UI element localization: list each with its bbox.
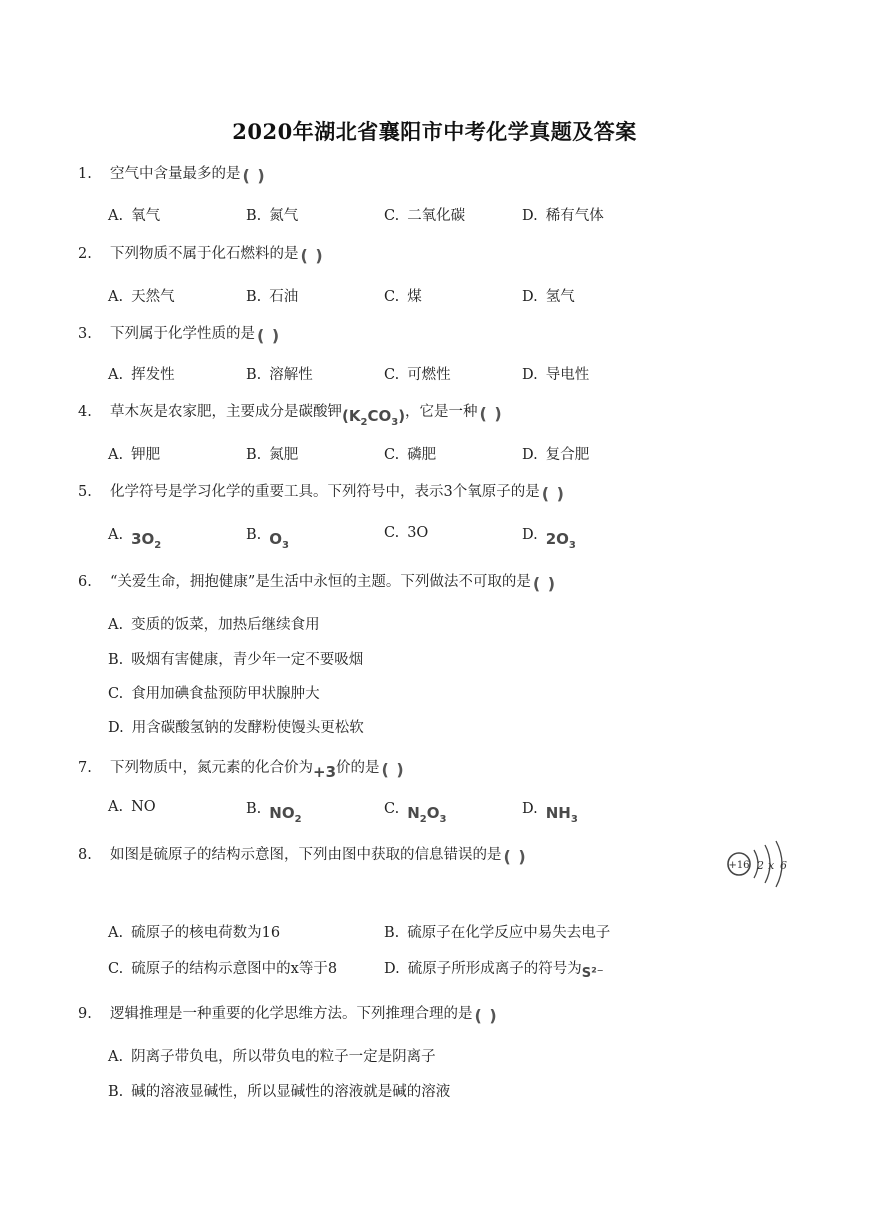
option-text: 挥发性 bbox=[131, 367, 175, 383]
formula-co-sub: 3 bbox=[391, 417, 399, 428]
option-text: 硫原子所形成离子的符号为 bbox=[407, 961, 582, 977]
formula bbox=[545, 804, 578, 825]
option-text: 溶解性 bbox=[269, 367, 313, 383]
formula-co: CO bbox=[367, 407, 392, 425]
sulfide-ion: S²⁻ bbox=[581, 966, 604, 981]
formula-sub: 2 bbox=[154, 540, 162, 551]
option-5a[interactable] bbox=[108, 525, 162, 551]
question-4 bbox=[78, 400, 503, 428]
option-label: C. bbox=[384, 208, 400, 224]
question-text-after: ，它是一种 bbox=[405, 404, 478, 420]
question-number: 3. bbox=[78, 326, 92, 342]
option-text: 氢气 bbox=[545, 289, 575, 305]
option-2c[interactable] bbox=[384, 285, 422, 306]
answer-paren: ( ) bbox=[541, 484, 565, 503]
formula-open: ( bbox=[342, 407, 349, 425]
option-9a[interactable] bbox=[108, 1045, 436, 1066]
answer-paren: ( ) bbox=[532, 574, 557, 593]
formula-k-sub: 2 bbox=[360, 417, 368, 428]
option-text: 磷肥 bbox=[407, 447, 437, 463]
option-4d[interactable] bbox=[522, 443, 589, 464]
option-label: D. bbox=[522, 208, 538, 224]
option-label: A. bbox=[108, 527, 124, 543]
option-text: NO bbox=[131, 799, 156, 815]
option-label: C. bbox=[384, 367, 400, 383]
option-label: B. bbox=[246, 289, 262, 305]
option-label: A. bbox=[108, 925, 124, 941]
question-number: 1. bbox=[78, 166, 92, 182]
question-text: 下列物质中，氮元素的化合价为 bbox=[110, 760, 313, 776]
option-5d[interactable] bbox=[522, 525, 576, 551]
answer-paren: ( ) bbox=[503, 847, 527, 866]
answer-paren: ( ) bbox=[242, 166, 266, 185]
question-3 bbox=[78, 322, 280, 343]
option-label: B. bbox=[384, 925, 400, 941]
formula-o: O bbox=[426, 804, 440, 822]
option-label: D. bbox=[522, 289, 538, 305]
nucleus-charge: +16 bbox=[728, 860, 750, 871]
shell-3-count: 6 bbox=[780, 859, 787, 872]
option-text: 稀有气体 bbox=[545, 208, 604, 224]
option-4a[interactable] bbox=[108, 443, 160, 464]
formula-sub: 3 bbox=[282, 540, 289, 551]
formula bbox=[269, 804, 302, 825]
option-text: 复合肥 bbox=[545, 447, 590, 463]
option-3b[interactable] bbox=[246, 363, 313, 384]
option-3d[interactable] bbox=[522, 363, 589, 384]
question-number: 8. bbox=[78, 847, 92, 863]
formula-main: 2O bbox=[545, 530, 569, 548]
formula bbox=[545, 530, 576, 551]
option-label: A. bbox=[108, 617, 124, 633]
option-2b[interactable] bbox=[246, 285, 298, 306]
option-text: 吸烟有害健康，青少年一定不要吸烟 bbox=[131, 652, 364, 668]
option-label: A. bbox=[108, 447, 124, 463]
option-7a[interactable] bbox=[108, 799, 156, 815]
option-label: A. bbox=[108, 1049, 124, 1065]
answer-paren: ( ) bbox=[381, 760, 405, 779]
question-1 bbox=[78, 162, 266, 183]
shell-2-count: x bbox=[768, 859, 775, 872]
option-label: C. bbox=[108, 686, 124, 702]
sulfur-atom-diagram bbox=[722, 836, 792, 892]
option-text: 导电性 bbox=[545, 367, 590, 383]
question-text: 空气中含量最多的是 bbox=[110, 166, 241, 182]
option-6b[interactable] bbox=[108, 648, 363, 669]
formula-main: NH bbox=[545, 804, 571, 822]
formula-main: O bbox=[269, 530, 283, 548]
option-text: 用含碳酸氢钠的发酵粉使馒头更松软 bbox=[131, 720, 364, 736]
option-text: 石油 bbox=[269, 289, 299, 305]
question-text-after: 价的是 bbox=[336, 760, 380, 776]
option-label: A. bbox=[108, 289, 124, 305]
option-8a[interactable] bbox=[108, 921, 280, 942]
formula-sub: 3 bbox=[568, 540, 576, 551]
option-text: 3O bbox=[407, 525, 429, 541]
option-6a[interactable] bbox=[108, 613, 320, 634]
question-text: 下列物质不属于化石燃料的是 bbox=[110, 246, 299, 262]
valence-value: +3 bbox=[313, 763, 337, 781]
option-5c[interactable] bbox=[384, 525, 428, 541]
question-number: 4. bbox=[78, 404, 92, 420]
formula bbox=[269, 530, 289, 551]
shell-1-count: 2 bbox=[757, 859, 764, 872]
option-6c[interactable] bbox=[108, 682, 320, 703]
option-text: 煤 bbox=[407, 289, 422, 305]
question-8 bbox=[78, 843, 527, 864]
question-text: 如图是硫原子的结构示意图，下列由图中获取的信息错误的是 bbox=[110, 847, 502, 863]
option-label: A. bbox=[108, 799, 124, 815]
option-text: 天然气 bbox=[131, 289, 175, 305]
option-label: D. bbox=[384, 961, 400, 977]
option-text: 可燃性 bbox=[407, 367, 451, 383]
option-text: 变质的饭菜，加热后继续食用 bbox=[131, 617, 320, 633]
formula bbox=[131, 530, 162, 551]
option-2d[interactable] bbox=[522, 285, 575, 306]
option-text: 食用加碘食盐预防甲状腺肿大 bbox=[131, 686, 320, 702]
option-text: 钾肥 bbox=[131, 447, 161, 463]
formula-main: 3O bbox=[131, 530, 155, 548]
formula-close: ) bbox=[398, 407, 406, 425]
option-label: A. bbox=[108, 367, 124, 383]
question-text: “关爱生命，拥抱健康”是生活中永恒的主题。下列做法不可取的是 bbox=[110, 574, 531, 590]
option-label: D. bbox=[522, 527, 538, 543]
option-label: D. bbox=[522, 367, 538, 383]
option-label: C. bbox=[384, 447, 400, 463]
option-label: B. bbox=[246, 367, 262, 383]
option-3c[interactable] bbox=[384, 363, 451, 384]
option-7c[interactable] bbox=[384, 799, 447, 825]
option-8c[interactable] bbox=[108, 957, 337, 978]
option-label: B. bbox=[246, 527, 262, 543]
formula-k: K bbox=[348, 407, 361, 425]
answer-paren: ( ) bbox=[257, 326, 281, 345]
option-label: C. bbox=[384, 289, 400, 305]
option-text: 硫原子的结构示意图中的x等于8 bbox=[131, 961, 338, 977]
option-1d[interactable] bbox=[522, 204, 604, 225]
option-text: 碱的溶液显碱性，所以显碱性的溶液就是碱的溶液 bbox=[131, 1084, 451, 1100]
option-label: C. bbox=[384, 801, 400, 817]
option-1b[interactable] bbox=[246, 204, 298, 225]
question-5 bbox=[78, 480, 565, 501]
option-text: 阴离子带负电，所以带负电的粒子一定是阴离子 bbox=[131, 1049, 436, 1065]
option-label: D. bbox=[522, 447, 538, 463]
question-7 bbox=[78, 756, 405, 781]
question-number: 5. bbox=[78, 484, 92, 500]
option-7d[interactable] bbox=[522, 799, 578, 825]
question-number: 7. bbox=[78, 760, 92, 776]
option-text: 氮肥 bbox=[269, 447, 299, 463]
option-4b[interactable] bbox=[246, 443, 298, 464]
question-number: 2. bbox=[78, 246, 92, 262]
option-9b[interactable] bbox=[108, 1080, 450, 1101]
option-label: B. bbox=[246, 208, 262, 224]
formula-main: NO bbox=[269, 804, 295, 822]
formula-sub: 3 bbox=[570, 814, 578, 825]
option-label: D. bbox=[522, 801, 538, 817]
option-label: B. bbox=[108, 652, 124, 668]
option-text: 硫原子的核电荷数为16 bbox=[131, 925, 281, 941]
question-number: 6. bbox=[78, 574, 92, 590]
answer-paren: ( ) bbox=[479, 404, 503, 423]
option-8d[interactable] bbox=[384, 957, 604, 981]
question-text: 逻辑推理是一种重要的化学思维方法。下列推理合理的是 bbox=[110, 1006, 473, 1022]
question-text: 化学符号是学习化学的重要工具。下列符号中，表示3个氧原子的是 bbox=[110, 484, 540, 500]
option-7b[interactable] bbox=[246, 799, 302, 825]
question-number: 9. bbox=[78, 1006, 92, 1022]
formula-o-sub: 3 bbox=[439, 814, 447, 825]
option-label: B. bbox=[246, 801, 262, 817]
option-2a[interactable] bbox=[108, 285, 175, 306]
option-3a[interactable] bbox=[108, 363, 175, 384]
question-text: 下列属于化学性质的是 bbox=[110, 326, 255, 342]
option-5b[interactable] bbox=[246, 525, 289, 551]
option-text: 硫原子在化学反应中易失去电子 bbox=[407, 925, 611, 941]
question-6 bbox=[78, 570, 556, 591]
option-label: D. bbox=[108, 720, 124, 736]
option-label: C. bbox=[108, 961, 124, 977]
option-label: B. bbox=[108, 1084, 124, 1100]
answer-paren: ( ) bbox=[300, 246, 324, 265]
formula-n: N bbox=[407, 804, 420, 822]
option-1a[interactable] bbox=[108, 204, 160, 225]
formula-sub: 2 bbox=[294, 814, 302, 825]
option-text: 二氧化碳 bbox=[407, 208, 466, 224]
formula bbox=[407, 804, 447, 825]
formula-n-sub: 2 bbox=[419, 814, 427, 825]
option-text: 氮气 bbox=[269, 208, 299, 224]
question-9 bbox=[78, 1002, 498, 1023]
option-label: A. bbox=[108, 208, 124, 224]
option-label: C. bbox=[384, 525, 400, 541]
formula-k2co3 bbox=[342, 407, 406, 428]
option-8b[interactable] bbox=[384, 921, 610, 942]
option-6d[interactable] bbox=[108, 716, 364, 737]
option-4c[interactable] bbox=[384, 443, 436, 464]
option-label: B. bbox=[246, 447, 262, 463]
page-title: 2020年湖北省襄阳市中考化学真题及答案 bbox=[232, 119, 637, 144]
question-2 bbox=[78, 242, 324, 263]
answer-paren: ( ) bbox=[474, 1006, 498, 1025]
option-1c[interactable] bbox=[384, 204, 465, 225]
option-text: 氧气 bbox=[131, 208, 161, 224]
question-text: 草木灰是农家肥，主要成分是碳酸钾 bbox=[110, 404, 342, 420]
